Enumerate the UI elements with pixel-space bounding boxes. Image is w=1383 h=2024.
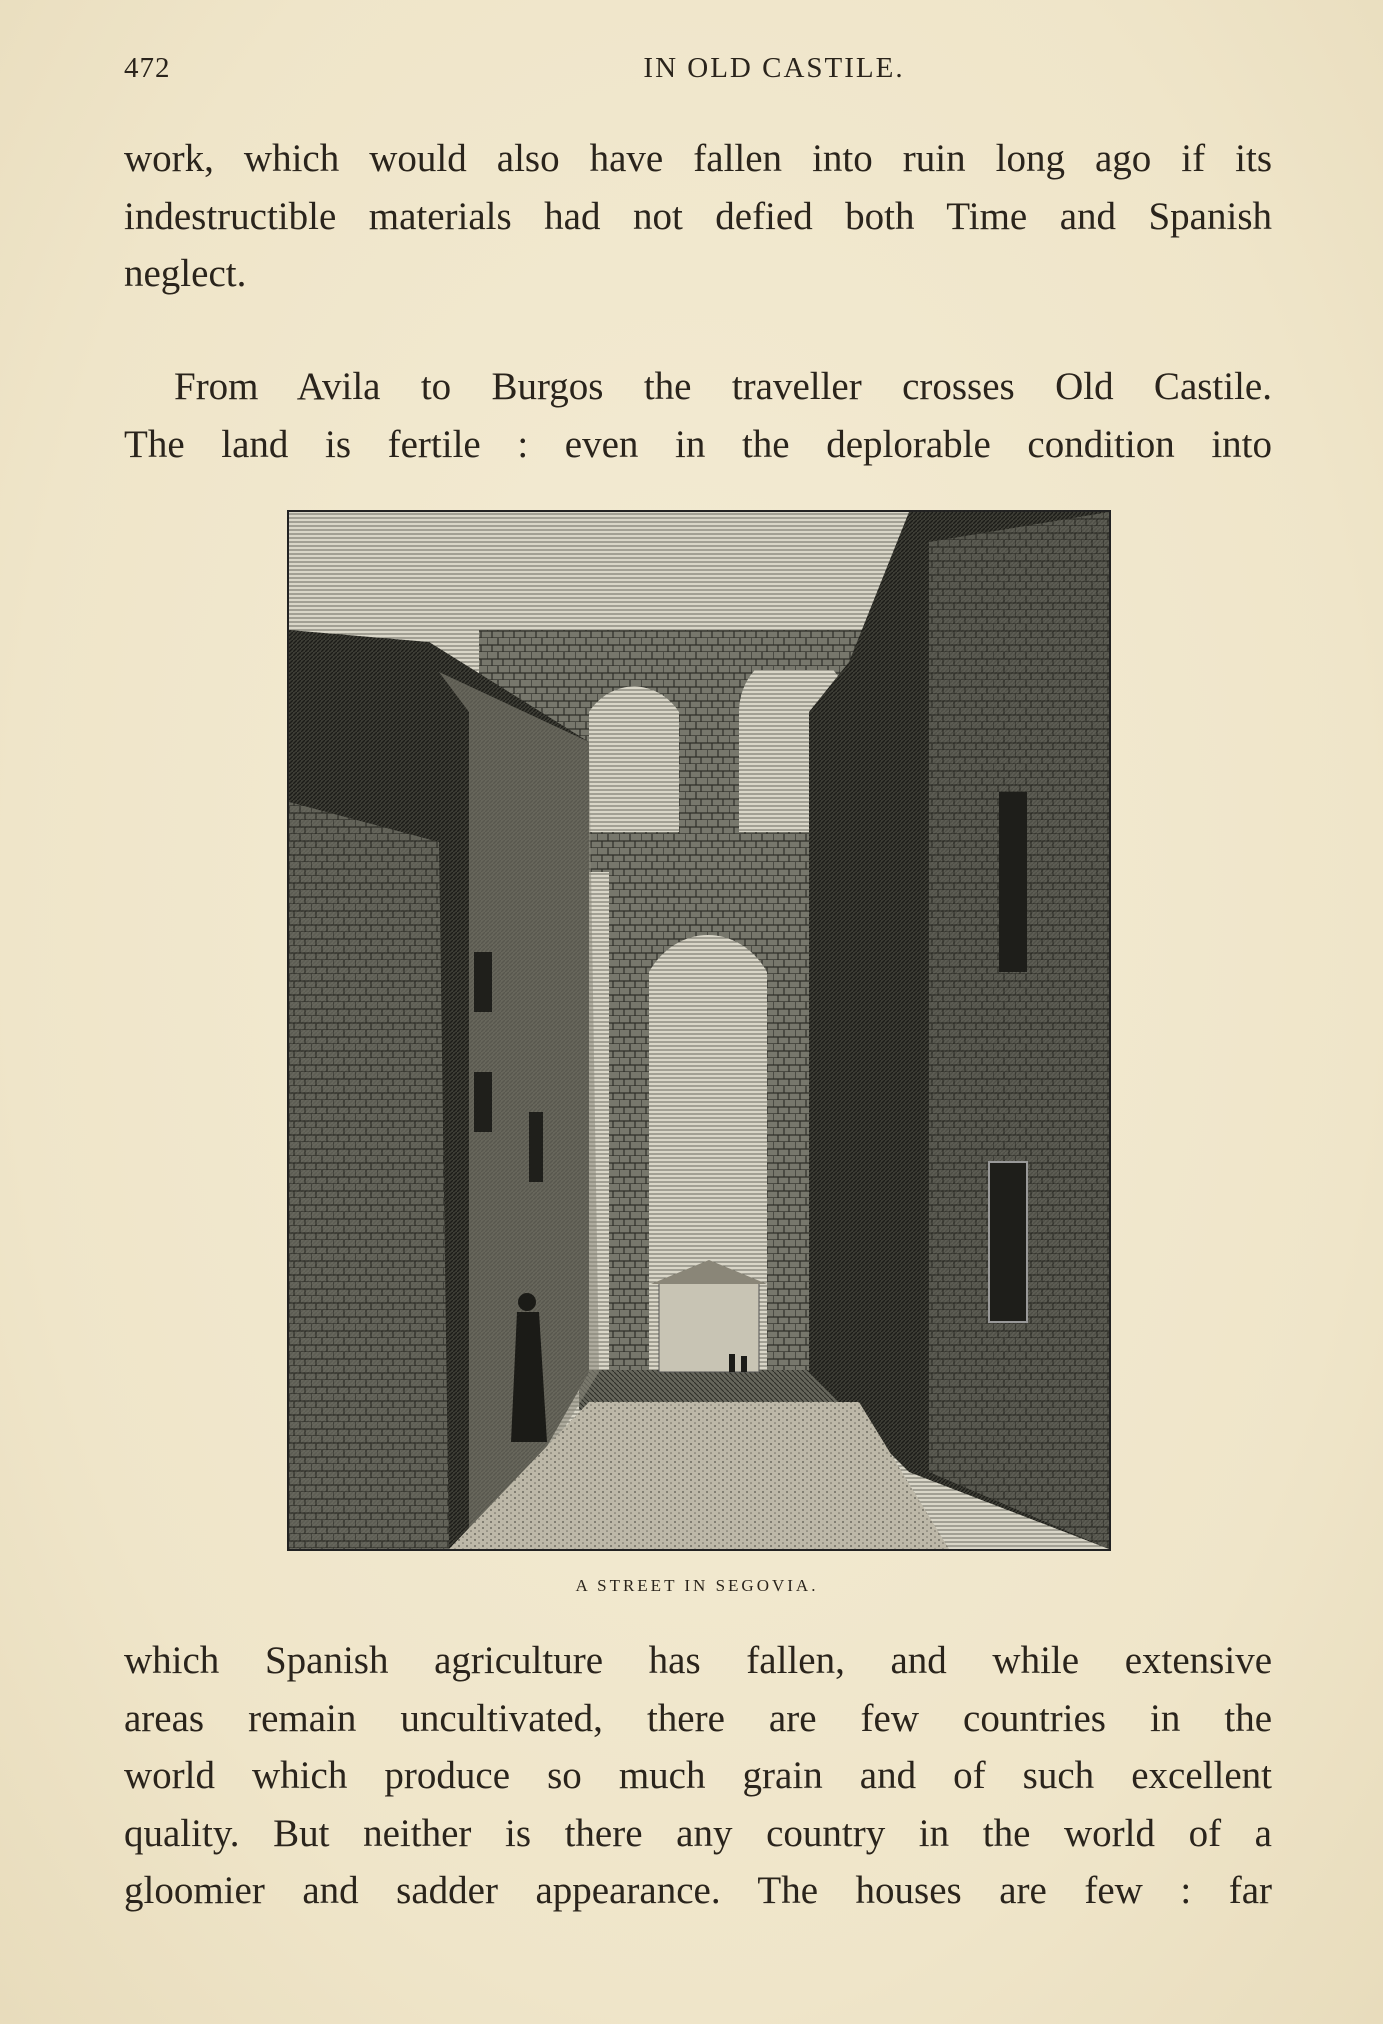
text-line: gloomier and sadder appearance. The houses are few : far	[124, 1869, 1272, 1912]
engraving-illustration	[287, 510, 1111, 1551]
figure-caption: A STREET IN SEGOVIA.	[575, 1576, 819, 1595]
text-line: world which produce so much grain and of such excellent	[124, 1754, 1272, 1797]
text-line: areas remain uncultivated, there are few countries in the	[124, 1696, 1272, 1740]
text-line: neglect.	[124, 252, 247, 295]
paragraph-1	[124, 130, 1272, 303]
text-line: indestructible materials had not defied both Time and Spanish	[124, 194, 1272, 238]
page-number: 472	[124, 52, 171, 84]
paragraph-3	[124, 1632, 1272, 1920]
text-line: The land is fertile : even in the deplorable condition into	[124, 422, 1272, 466]
running-head: IN OLD CASTILE.	[643, 52, 905, 84]
paragraph-2	[124, 358, 1272, 473]
text-line: From Avila to Burgos the traveller crosses Old Castile.	[174, 365, 1272, 408]
text-line: which Spanish agriculture has fallen, and while extensive	[124, 1639, 1272, 1682]
engraving-svg	[289, 512, 1109, 1549]
page-header	[124, 52, 1274, 92]
text-line: work, which would also have fallen into ruin long ago if its	[124, 137, 1272, 180]
text-line: quality. But neither is there any country in the world of a	[124, 1811, 1272, 1855]
